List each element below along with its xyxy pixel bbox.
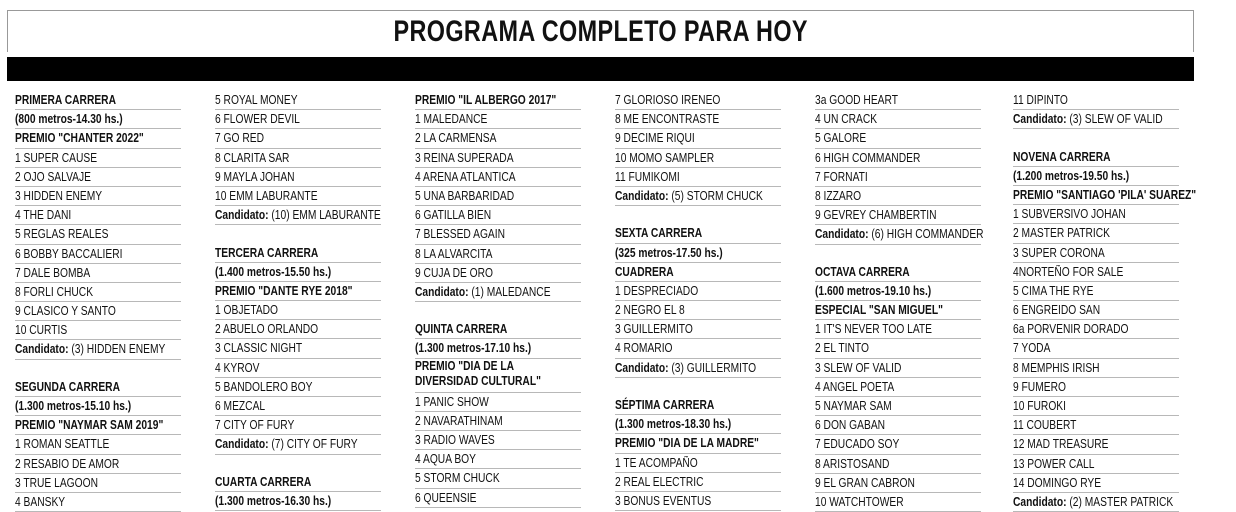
- list-item: [615, 339, 781, 358]
- list-item: [215, 129, 381, 148]
- candidate-line: [215, 206, 381, 225]
- spacer: [415, 302, 581, 320]
- line-text: 8 ME ENCONTRASTE: [615, 112, 720, 127]
- line-text: SEGUNDA CARRERA: [15, 379, 120, 394]
- line-text: NOVENA CARRERA: [1013, 149, 1111, 164]
- line-text: [815, 245, 818, 263]
- line-text: (1.400 metros-15.50 hs.): [215, 264, 332, 279]
- list-item: [815, 320, 981, 339]
- candidate-line: [615, 187, 781, 206]
- line-text: (1.300 metros-18.30 hs.): [615, 417, 732, 432]
- race-heading: [615, 396, 781, 415]
- line-text: 3 TRUE LAGOON: [15, 475, 98, 490]
- candidate-line: [15, 340, 181, 359]
- candidate-line: [215, 435, 381, 454]
- list-item: [815, 339, 981, 358]
- list-item: [15, 321, 181, 340]
- line-text: [215, 455, 218, 473]
- line-text: 5 CIMA THE RYE: [1013, 283, 1094, 298]
- page-title: PROGRAMA COMPLETO PARA HOY: [393, 15, 808, 48]
- list-item: [615, 129, 781, 148]
- line-text: 5 REGLAS REALES: [15, 227, 109, 242]
- list-item: [215, 416, 381, 435]
- line-text: 6 BOBBY BACCALIERI: [15, 246, 123, 261]
- candidate-label: Candidato:: [615, 188, 669, 203]
- list-item: [15, 283, 181, 302]
- line-text: [1013, 129, 1016, 147]
- line-text: TERCERA CARRERA: [215, 245, 319, 260]
- list-item: [15, 149, 181, 168]
- line-text: 1 DESPRECIADO: [615, 283, 699, 298]
- line-text: 6 QUEENSIE: [415, 490, 477, 505]
- list-item: [815, 206, 981, 225]
- list-item: [415, 412, 581, 431]
- line-text: 8 MEMPHIS IRISH: [1013, 360, 1100, 375]
- list-item: [1013, 91, 1179, 110]
- race-heading: [615, 244, 781, 263]
- line-text: 9 FUMERO: [1013, 379, 1066, 394]
- list-item: [1013, 301, 1179, 320]
- line-text: (1.300 metros-17.10 hs.): [415, 341, 532, 356]
- line-text: 7 BLESSED AGAIN: [415, 227, 506, 242]
- list-item: [615, 168, 781, 187]
- line-text: [215, 225, 218, 243]
- line-text: 4NORTEÑO FOR SALE: [1013, 264, 1124, 279]
- candidate-value: (3) HIDDEN ENEMY: [68, 342, 166, 357]
- list-item: [815, 129, 981, 148]
- list-item: [815, 91, 981, 110]
- list-item: [615, 301, 781, 320]
- line-text: [615, 206, 618, 224]
- line-text: 2 NAVARATHINAM: [415, 413, 503, 428]
- list-item: [1013, 435, 1179, 454]
- list-item: [1013, 359, 1179, 378]
- list-item: [415, 187, 581, 206]
- spacer: [615, 206, 781, 224]
- candidate-line: [1013, 110, 1179, 129]
- race-heading: [15, 397, 181, 416]
- line-text: 1 ROMAN SEATTLE: [15, 437, 110, 452]
- race-heading: [1013, 148, 1179, 167]
- line-text: 1 SUBVERSIVO JOHAN: [1013, 207, 1126, 222]
- race-heading: [415, 91, 581, 110]
- program-column-5: [815, 91, 984, 509]
- line-text: 4 BANSKY: [15, 494, 66, 509]
- race-heading: [615, 263, 781, 282]
- line-text: 9 CUJA DE ORO: [415, 265, 494, 280]
- candidate-value: (2) MASTER PATRICK: [1066, 494, 1174, 509]
- line-text: 9 DECIME RIQUI: [615, 131, 695, 146]
- line-text: CUARTA CARRERA: [215, 474, 312, 489]
- race-heading: [215, 473, 381, 492]
- list-item: [215, 110, 381, 129]
- list-item: [1013, 282, 1179, 301]
- line-text: 2 MASTER PATRICK: [1013, 226, 1111, 241]
- line-text: 3 SLEW OF VALID: [815, 360, 902, 375]
- line-text: 3 REINA SUPERADA: [415, 150, 514, 165]
- line-text: SEXTA CARRERA: [615, 226, 703, 241]
- line-text: 8 ARISTOSAND: [815, 456, 890, 471]
- candidate-value: (3) SLEW OF VALID: [1066, 112, 1163, 127]
- line-text: 10 EMM LABURANTE: [215, 188, 318, 203]
- list-item: [1013, 397, 1179, 416]
- line-text: PRIMERA CARRERA: [15, 93, 116, 107]
- line-text: 3 BONUS EVENTUS: [615, 493, 712, 508]
- list-item: [1013, 205, 1179, 224]
- list-item: [415, 393, 581, 412]
- list-item: [815, 359, 981, 378]
- line-text: 9 CLASICO Y SANTO: [15, 304, 116, 319]
- candidate-label: Candidato:: [215, 437, 269, 452]
- race-heading: [815, 263, 981, 282]
- line-text: 2 REAL ELECTRIC: [615, 474, 704, 489]
- line-text: PREMIO "DANTE RYE 2018": [215, 283, 353, 298]
- program-column-1: [15, 91, 181, 509]
- list-item: [215, 359, 381, 378]
- candidate-label: Candidato:: [815, 227, 869, 242]
- line-text: 4 AQUA BOY: [415, 452, 476, 467]
- list-item: [815, 397, 981, 416]
- list-item: [215, 149, 381, 168]
- list-item: [415, 489, 581, 508]
- list-item: [215, 397, 381, 416]
- race-heading: [815, 282, 981, 301]
- program-column-2: [215, 91, 381, 508]
- list-item: [1013, 455, 1179, 474]
- race-heading: [15, 378, 181, 397]
- list-item: [415, 431, 581, 450]
- candidate-label: Candidato:: [215, 208, 269, 223]
- race-heading: [1013, 186, 1197, 205]
- race-heading: [615, 224, 781, 243]
- spacer: [615, 378, 781, 396]
- list-item: [815, 435, 981, 454]
- list-item: [1013, 378, 1179, 397]
- list-item: [615, 91, 781, 110]
- list-item: [815, 416, 981, 435]
- spacer: [215, 455, 381, 473]
- line-text: 14 DOMINGO RYE: [1013, 475, 1102, 490]
- list-item: [615, 110, 781, 129]
- program-column-6: [1013, 91, 1197, 509]
- line-text: 3 HIDDEN ENEMY: [15, 188, 103, 203]
- list-item: [1013, 474, 1179, 493]
- line-text: 3 GUILLERMITO: [615, 322, 693, 337]
- list-item: [815, 378, 981, 397]
- list-item: [815, 168, 981, 187]
- race-heading: [415, 339, 581, 358]
- list-item: [415, 110, 581, 129]
- line-text: 9 GEVREY CHAMBERTIN: [815, 208, 937, 223]
- race-heading: [615, 434, 781, 453]
- line-text: 7 EDUCADO SOY: [815, 437, 900, 452]
- list-item: [15, 493, 181, 512]
- list-item: [15, 206, 181, 225]
- line-text: 1 TE ACOMPAÑO: [615, 455, 698, 470]
- candidate-value: (5) STORM CHUCK: [668, 188, 763, 203]
- line-text: 5 BANDOLERO BOY: [215, 379, 313, 394]
- list-item: [15, 474, 181, 493]
- list-item: [615, 282, 781, 301]
- line-text: 2 LA CARMENSA: [415, 131, 497, 146]
- line-text: 6a PORVENIR DORADO: [1013, 322, 1129, 337]
- line-text: PREMIO "DIA DE LA DIVERSIDAD CULTURAL": [415, 358, 541, 389]
- line-text: 7 GLORIOSO IRENEO: [615, 93, 721, 107]
- line-text: 2 RESABIO DE AMOR: [15, 456, 120, 471]
- line-text: 2 ABUELO ORLANDO: [215, 322, 319, 337]
- spacer: [15, 360, 181, 378]
- list-item: [415, 245, 581, 264]
- line-text: 6 HIGH COMMANDER: [815, 150, 921, 165]
- list-item: [15, 264, 181, 283]
- race-heading: [815, 301, 981, 320]
- candidate-value: (3) GUILLERMITO: [668, 360, 757, 375]
- race-heading: [215, 244, 381, 263]
- list-item: [215, 378, 381, 397]
- line-text: 3 CLASSIC NIGHT: [215, 341, 303, 356]
- line-text: 10 FUROKI: [1013, 399, 1066, 413]
- line-text: 7 GO RED: [215, 131, 264, 146]
- list-item: [215, 320, 381, 339]
- line-text: 2 NEGRO EL 8: [615, 303, 685, 318]
- list-item: [415, 129, 581, 148]
- line-text: PREMIO "IL ALBERGO 2017": [415, 93, 557, 107]
- candidate-line: [615, 359, 781, 378]
- list-item: [815, 149, 981, 168]
- race-program-grid: [15, 91, 1197, 509]
- list-item: [815, 493, 981, 512]
- list-item: [415, 168, 581, 187]
- line-text: [15, 360, 18, 378]
- line-text: 2 OJO SALVAJE: [15, 169, 91, 184]
- line-text: 10 CURTIS: [15, 323, 68, 338]
- list-item: [1013, 244, 1179, 263]
- list-item: [15, 302, 181, 321]
- list-item: [615, 320, 781, 339]
- line-text: 6 FLOWER DEVIL: [215, 112, 300, 127]
- line-text: 4 THE DANI: [15, 208, 72, 223]
- line-text: SÉPTIMA CARRERA: [615, 398, 715, 412]
- line-text: 12 MAD TREASURE: [1013, 437, 1109, 452]
- line-text: 10 WATCHTOWER: [815, 494, 904, 509]
- list-item: [615, 473, 781, 492]
- line-text: (1.300 metros-16.30 hs.): [215, 493, 332, 508]
- line-text: (1.300 metros-15.10 hs.): [15, 399, 132, 413]
- line-text: 1 PANIC SHOW: [415, 394, 489, 409]
- line-text: (1.200 metros-19.50 hs.): [1013, 168, 1130, 183]
- line-text: 4 UN CRACK: [815, 112, 878, 127]
- line-text: 9 MAYLA JOHAN: [215, 169, 295, 184]
- line-text: 4 ROMARIO: [615, 341, 673, 356]
- line-text: 4 ANGEL POETA: [815, 379, 895, 394]
- line-text: [615, 378, 618, 396]
- list-item: [1013, 224, 1179, 243]
- line-text: 1 SUPER CAUSE: [15, 150, 98, 165]
- line-text: 6 DON GABAN: [815, 418, 886, 433]
- line-text: 5 UNA BARBARIDAD: [415, 188, 515, 203]
- race-heading: [215, 492, 381, 511]
- race-heading: [15, 416, 181, 435]
- line-text: 7 CITY OF FURY: [215, 418, 295, 433]
- candidate-label: Candidato:: [1013, 112, 1067, 127]
- line-text: PREMIO "DIA DE LA MADRE": [615, 436, 759, 451]
- line-text: 1 MALEDANCE: [415, 112, 488, 127]
- line-text: 8 FORLI CHUCK: [15, 284, 94, 299]
- race-heading: [15, 110, 181, 129]
- line-text: 11 FUMIKOMI: [615, 169, 680, 184]
- line-text: 8 IZZARO: [815, 188, 862, 203]
- line-text: 3a GOOD HEART: [815, 93, 898, 107]
- list-item: [415, 469, 581, 488]
- line-text: [415, 302, 418, 320]
- list-item: [415, 225, 581, 244]
- line-text: 13 POWER CALL: [1013, 456, 1095, 471]
- race-heading: [215, 263, 381, 282]
- list-item: [15, 245, 181, 264]
- line-text: 11 COUBERT: [1013, 418, 1077, 433]
- list-item: [615, 454, 781, 473]
- list-item: [215, 187, 381, 206]
- line-text: 5 STORM CHUCK: [415, 471, 500, 486]
- line-text: CUADRERA: [615, 264, 674, 279]
- list-item: [15, 187, 181, 206]
- line-text: 11 DIPINTO: [1013, 93, 1068, 107]
- candidate-label: Candidato:: [1013, 494, 1067, 509]
- list-item: [215, 339, 381, 358]
- list-item: [215, 301, 381, 320]
- line-text: 10 MOMO SAMPLER: [615, 150, 715, 165]
- line-text: 5 GALORE: [815, 131, 867, 146]
- header-box: [7, 10, 1194, 52]
- line-text: 7 FORNATI: [815, 169, 868, 184]
- line-text: 7 YODA: [1013, 341, 1051, 356]
- list-item: [415, 206, 581, 225]
- line-text: PREMIO "CHANTER 2022": [15, 131, 144, 146]
- line-text: OCTAVA CARRERA: [815, 264, 910, 279]
- line-text: 4 ARENA ATLANTICA: [415, 169, 516, 184]
- candidate-value: (10) EMM LABURANTE: [268, 208, 381, 223]
- list-item: [1013, 416, 1179, 435]
- line-text: 1 IT'S NEVER TOO LATE: [815, 322, 933, 337]
- candidate-label: Candidato:: [615, 360, 669, 375]
- line-text: 3 RADIO WAVES: [415, 433, 495, 447]
- program-column-3: [415, 91, 581, 505]
- list-item: [15, 225, 181, 244]
- line-text: 6 GATILLA BIEN: [415, 208, 492, 223]
- line-text: 3 SUPER CORONA: [1013, 245, 1105, 260]
- list-item: [415, 149, 581, 168]
- candidate-line: [1013, 493, 1179, 512]
- candidate-value: (6) HIGH COMMANDER: [868, 227, 984, 242]
- race-heading: [615, 415, 781, 434]
- list-item: [415, 264, 581, 283]
- race-heading: [1013, 167, 1179, 186]
- list-item: [615, 492, 781, 511]
- list-item: [215, 168, 381, 187]
- list-item: [815, 474, 981, 493]
- list-item: [1013, 339, 1179, 358]
- line-text: (325 metros-17.50 hs.): [615, 245, 723, 260]
- candidate-label: Candidato:: [415, 284, 469, 299]
- list-item: [1013, 320, 1179, 339]
- line-text: 4 KYROV: [215, 360, 260, 375]
- spacer: [1013, 129, 1179, 147]
- list-item: [415, 450, 581, 469]
- list-item: [815, 455, 981, 474]
- spacer: [215, 225, 381, 243]
- list-item: [615, 149, 781, 168]
- program-column-4: [615, 91, 781, 508]
- line-text: (800 metros-14.30 hs.): [15, 112, 123, 127]
- list-item: [215, 91, 381, 110]
- race-heading: [415, 359, 581, 393]
- line-text: 5 ROYAL MONEY: [215, 93, 298, 107]
- line-text: 5 NAYMAR SAM: [815, 399, 892, 413]
- race-heading: [15, 129, 181, 148]
- race-heading: [215, 282, 381, 301]
- line-text: ESPECIAL "SAN MIGUEL": [815, 303, 943, 318]
- line-text: (1.600 metros-19.10 hs.): [815, 283, 932, 298]
- list-item: [15, 168, 181, 187]
- candidate-label: Candidato:: [15, 342, 69, 357]
- list-item: [815, 110, 981, 129]
- line-text: 6 MEZCAL: [215, 399, 266, 413]
- candidate-line: [815, 225, 984, 244]
- line-text: PREMIO "SANTIAGO 'PILA' SUAREZ": [1013, 187, 1197, 202]
- list-item: [15, 435, 181, 454]
- line-text: 9 EL GRAN CABRON: [815, 475, 915, 490]
- candidate-value: (7) CITY OF FURY: [268, 437, 358, 452]
- list-item: [15, 455, 181, 474]
- candidate-value: (1) MALEDANCE: [468, 284, 551, 299]
- spacer: [815, 245, 981, 263]
- black-divider-bar: [7, 57, 1194, 81]
- candidate-line: [415, 283, 581, 302]
- line-text: PREMIO "NAYMAR SAM 2019": [15, 418, 164, 433]
- line-text: 2 EL TINTO: [815, 341, 869, 356]
- list-item: [815, 187, 981, 206]
- line-text: 8 LA ALVARCITA: [415, 246, 493, 261]
- line-text: 8 CLARITA SAR: [215, 150, 290, 165]
- line-text: QUINTA CARRERA: [415, 322, 508, 337]
- line-text: 7 DALE BOMBA: [15, 265, 91, 280]
- list-item: [1013, 263, 1179, 282]
- race-heading: [15, 91, 181, 110]
- race-heading: [415, 320, 581, 339]
- line-text: 6 ENGREIDO SAN: [1013, 303, 1101, 318]
- line-text: 1 OBJETADO: [215, 303, 279, 318]
